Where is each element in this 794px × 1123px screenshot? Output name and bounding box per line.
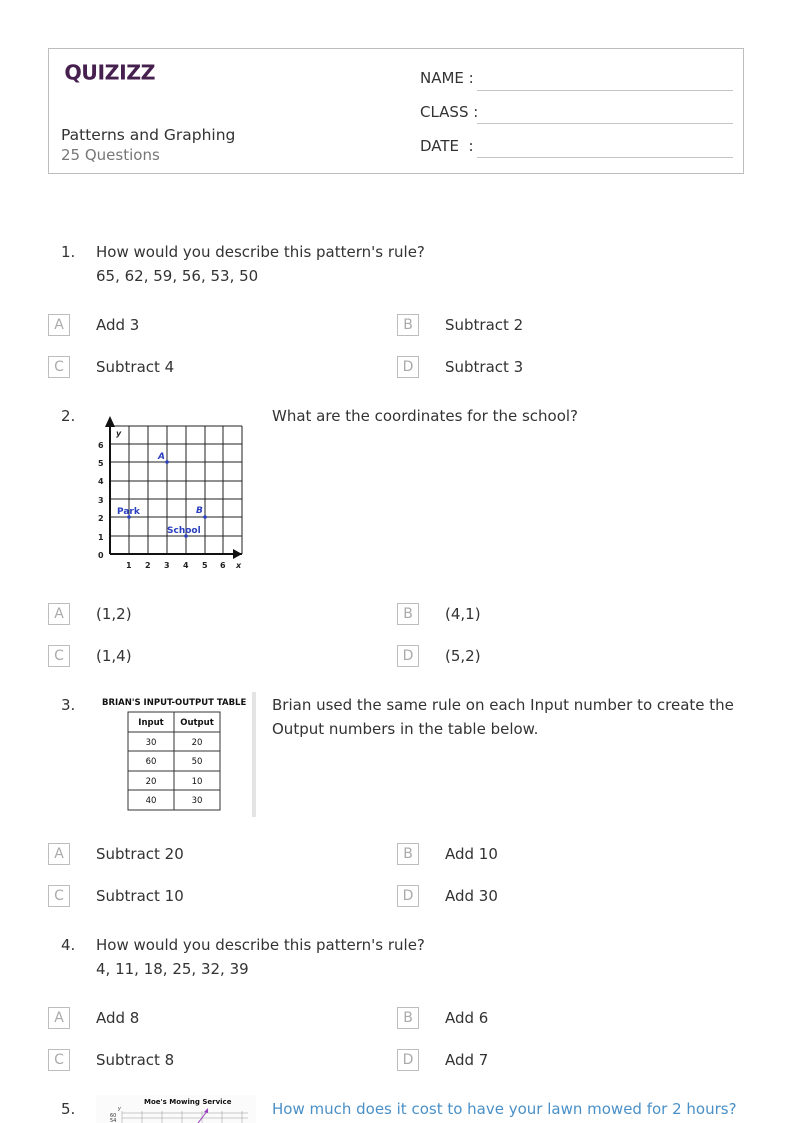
option-text: Add 10 <box>445 845 498 863</box>
svg-text:y: y <box>116 429 122 438</box>
date-line[interactable] <box>477 157 733 158</box>
svg-text:3: 3 <box>164 561 170 570</box>
class-line[interactable] <box>477 123 733 124</box>
question-number: 2. <box>61 407 76 425</box>
svg-text:50: 50 <box>191 757 203 767</box>
question-number: 1. <box>61 243 76 261</box>
svg-text:x: x <box>236 561 242 570</box>
option-box-b[interactable]: B <box>397 1007 419 1029</box>
option-box-b[interactable]: B <box>397 603 419 625</box>
option-box-c[interactable]: C <box>48 1049 70 1071</box>
option-text: (4,1) <box>445 605 481 623</box>
svg-text:0: 0 <box>98 551 104 560</box>
option-text: Add 30 <box>445 887 498 905</box>
svg-text:40: 40 <box>145 796 157 806</box>
svg-text:School: School <box>167 526 201 536</box>
option-box-d[interactable]: D <box>397 885 419 907</box>
svg-text:Input: Input <box>138 718 164 728</box>
option-text: Subtract 4 <box>96 358 175 376</box>
svg-text:QUIZIZZ: QUIZIZZ <box>64 60 156 85</box>
worksheet-header <box>48 48 744 174</box>
option-text: Add 6 <box>445 1009 489 1027</box>
option-box-c[interactable]: C <box>48 356 70 378</box>
option-text: (1,2) <box>96 605 132 623</box>
svg-text:A: A <box>158 452 165 462</box>
option-text: Subtract 2 <box>445 316 524 334</box>
question-sequence: 65, 62, 59, 56, 53, 50 <box>96 267 259 285</box>
option-box-a[interactable]: A <box>48 603 70 625</box>
option-text: (5,2) <box>445 647 481 665</box>
option-box-a[interactable]: A <box>48 1007 70 1029</box>
svg-text:2: 2 <box>98 514 104 523</box>
svg-text:20: 20 <box>145 777 157 787</box>
worksheet-title: Patterns and Graphing <box>61 126 236 144</box>
svg-text:30: 30 <box>191 796 203 806</box>
option-text: Subtract 3 <box>445 358 524 376</box>
svg-text:Moe's Mowing Service: Moe's Mowing Service <box>144 1098 232 1106</box>
option-text: (1,4) <box>96 647 132 665</box>
question-count: 25 Questions <box>61 146 160 164</box>
class-label: CLASS : <box>420 103 479 121</box>
name-line[interactable] <box>477 90 733 91</box>
coordinate-grid <box>96 404 256 574</box>
question-text: How would you describe this pattern's rule? <box>96 243 425 261</box>
svg-text:60: 60 <box>110 1113 117 1119</box>
option-text: Subtract 8 <box>96 1051 175 1069</box>
svg-text:5: 5 <box>98 459 104 468</box>
option-text: Subtract 10 <box>96 887 184 905</box>
option-box-b[interactable]: B <box>397 314 419 336</box>
svg-text:1: 1 <box>98 533 104 542</box>
option-box-b[interactable]: B <box>397 843 419 865</box>
input-output-table <box>96 692 256 817</box>
date-label: DATE : <box>420 137 474 155</box>
svg-text:y: y <box>118 1106 121 1112</box>
svg-text:30: 30 <box>145 738 157 748</box>
svg-text:20: 20 <box>191 738 203 748</box>
question-number: 3. <box>61 696 76 714</box>
svg-text:B: B <box>196 506 203 516</box>
question-sequence: 4, 11, 18, 25, 32, 39 <box>96 960 249 978</box>
svg-text:BRIAN'S INPUT-OUTPUT TABLE: BRIAN'S INPUT-OUTPUT TABLE <box>102 698 247 708</box>
name-label: NAME : <box>420 69 474 87</box>
svg-text:54: 54 <box>110 1118 117 1123</box>
svg-text:10: 10 <box>191 777 203 787</box>
svg-text:3: 3 <box>98 496 104 505</box>
quizizz-logo <box>61 59 161 87</box>
svg-text:1: 1 <box>126 561 132 570</box>
svg-text:60: 60 <box>145 757 157 767</box>
option-text: Subtract 20 <box>96 845 184 863</box>
option-box-d[interactable]: D <box>397 645 419 667</box>
option-box-d[interactable]: D <box>397 356 419 378</box>
question-text: What are the coordinates for the school? <box>272 407 579 425</box>
question-text: How would you describe this pattern's rule? <box>96 936 425 954</box>
svg-text:Park: Park <box>117 507 140 517</box>
option-box-a[interactable]: A <box>48 314 70 336</box>
question-number: 4. <box>61 936 76 954</box>
svg-text:6: 6 <box>220 561 226 570</box>
option-text: Add 7 <box>445 1051 489 1069</box>
svg-text:2: 2 <box>145 561 151 570</box>
option-text: Add 8 <box>96 1009 140 1027</box>
question-number: 5. <box>61 1100 76 1118</box>
option-text: Add 3 <box>96 316 140 334</box>
question-text: Brian used the same rule on each Input number to create the Output numbers in the table below. <box>272 696 734 738</box>
svg-text:Output: Output <box>180 718 214 728</box>
mowing-service-graph <box>96 1095 256 1123</box>
svg-text:4: 4 <box>98 477 104 486</box>
option-box-c[interactable]: C <box>48 645 70 667</box>
svg-text:5: 5 <box>202 561 208 570</box>
option-box-c[interactable]: C <box>48 885 70 907</box>
option-box-d[interactable]: D <box>397 1049 419 1071</box>
svg-text:6: 6 <box>98 441 104 450</box>
option-box-a[interactable]: A <box>48 843 70 865</box>
question-text: How much does it cost to have your lawn mowed for 2 hours? <box>272 1100 737 1118</box>
svg-text:4: 4 <box>183 561 189 570</box>
